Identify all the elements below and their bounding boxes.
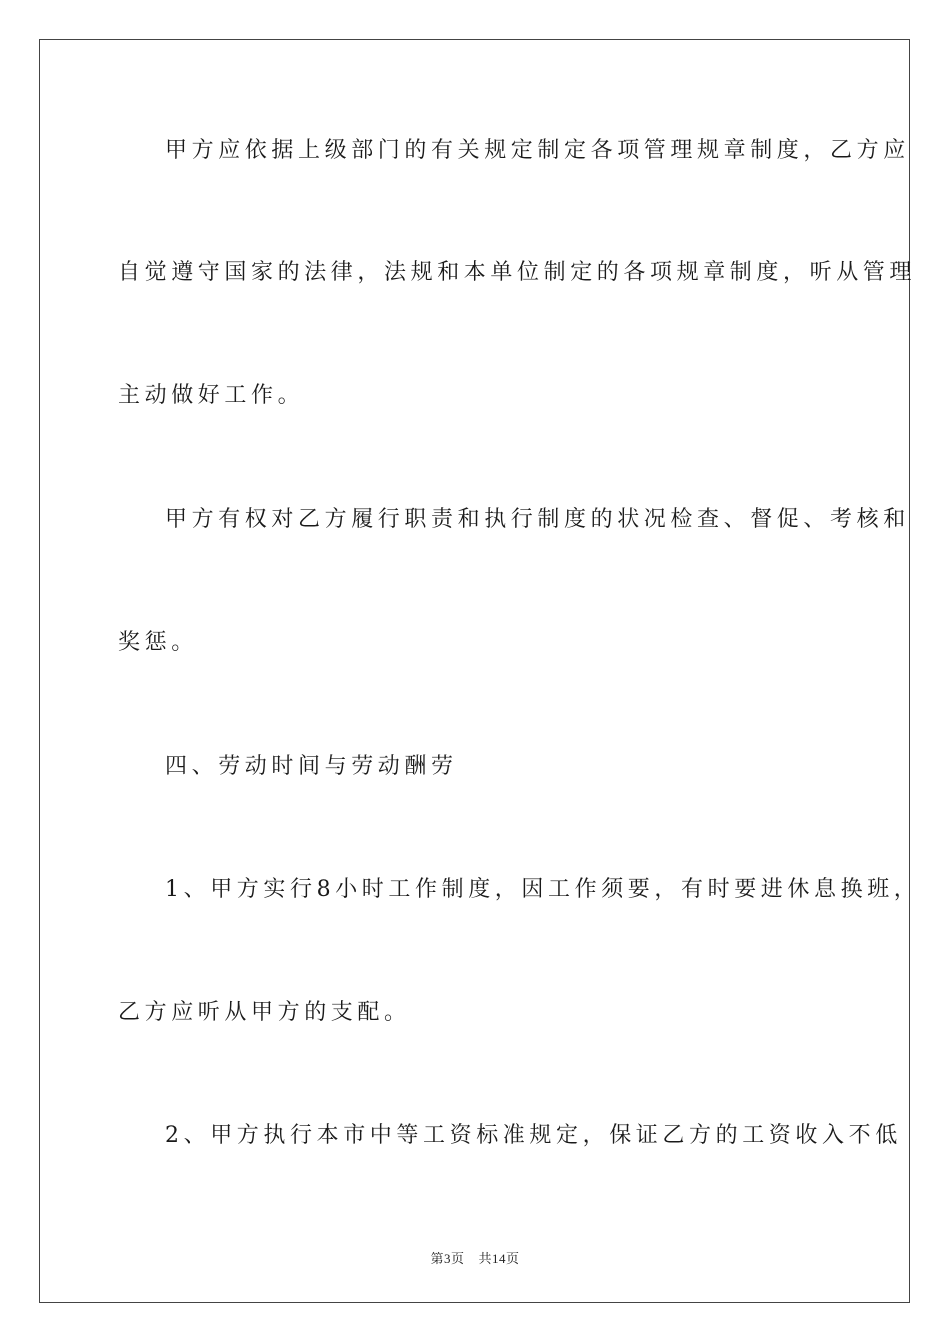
- paragraph-line-7: 1、甲方实行8小时工作制度，因工作须要，有时要进休息换班，: [165, 877, 921, 902]
- paragraph-line-4: 甲方有权对乙方履行职责和执行制度的状况检查、督促、考核和: [165, 507, 910, 532]
- paragraph-line-9: 2、甲方执行本市中等工资标准规定，保证乙方的工资收入不低: [165, 1123, 902, 1148]
- paragraph-line-5: 奖惩。: [118, 630, 198, 655]
- page-border: [39, 39, 910, 1303]
- page-number-current: 第3页: [430, 1251, 465, 1266]
- section-heading: 四、劳动时间与劳动酬劳: [165, 754, 458, 779]
- paragraph-line-8: 乙方应听从甲方的支配。: [118, 1000, 411, 1025]
- paragraph-line-1: 甲方应依据上级部门的有关规定制定各项管理规章制度，乙方应: [165, 138, 910, 163]
- page-footer: [0, 1248, 950, 1267]
- page-number-total: 共14页: [478, 1251, 520, 1266]
- paragraph-line-3: 主动做好工作。: [118, 383, 305, 408]
- paragraph-line-2: 自觉遵守国家的法律，法规和本单位制定的各项规章制度，听从管理: [118, 260, 917, 285]
